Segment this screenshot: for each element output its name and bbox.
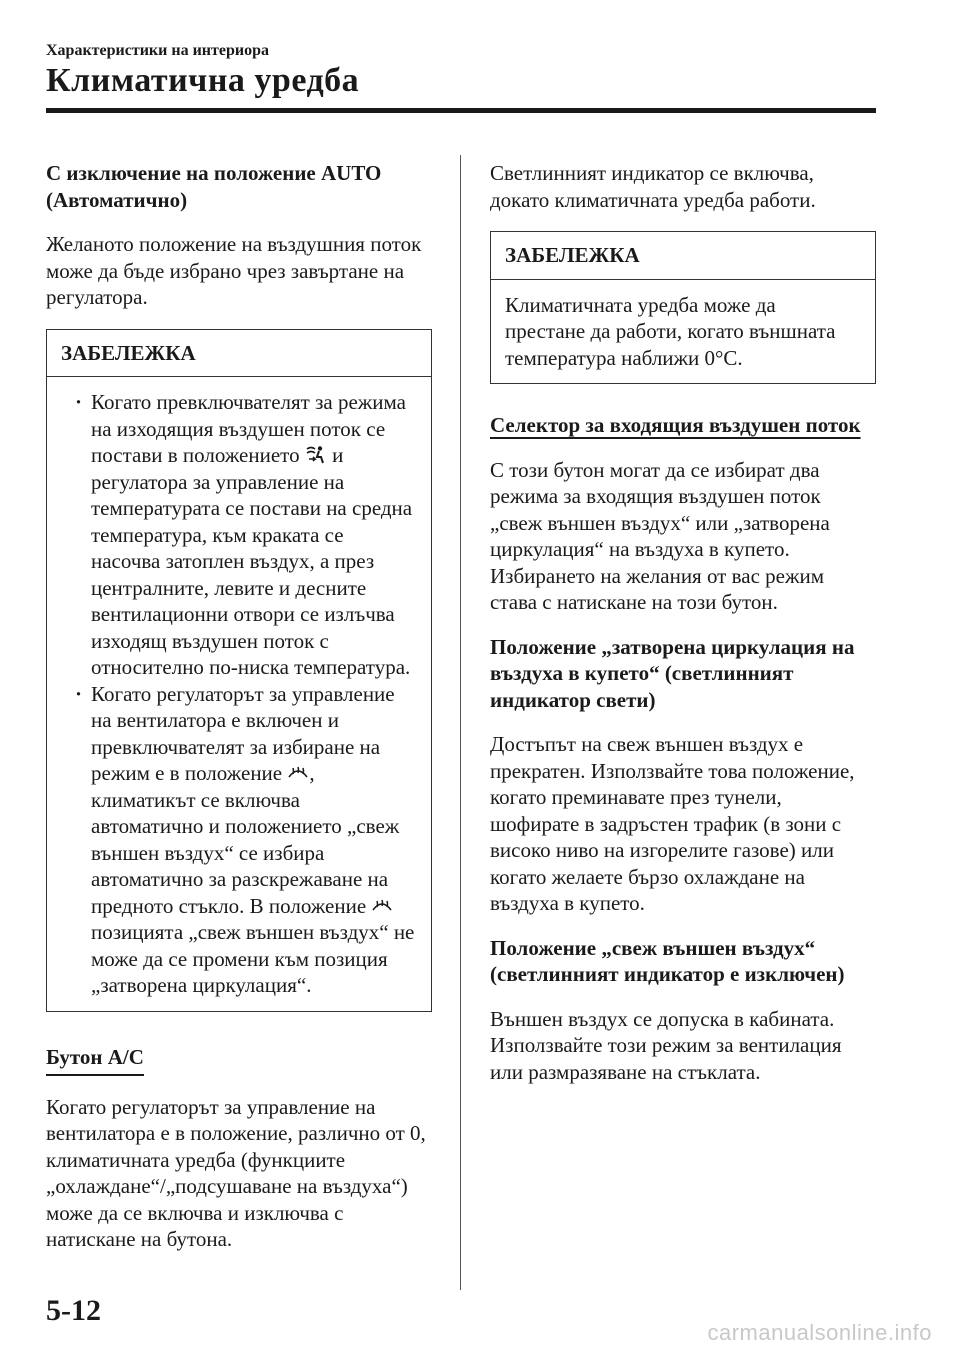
note-heading: ЗАБЕЛЕЖКА [47,330,431,378]
indicator-text: Светлинният индикатор се включва, докато климатичната уредба работи. [490,161,816,212]
note-box-right [490,231,876,384]
title-rule [46,108,876,113]
column-divider [460,155,461,1290]
watermark: carmanualsonline.info [707,1320,932,1345]
floor-and-defrost-mode-icon [305,445,327,465]
page-number: 5-12 [46,1294,101,1327]
note-bullet-2 [61,681,417,999]
note-bullet-1-text-b: и регулатора за управление на температурата се постави на средна температура, към краката се насочва затоплен въздух, а през централните, левите и десните вентилационни отвори се излъчва изходящ въздушен поток с относително по-ниска температура. [91,443,413,679]
note-body-right: Климатичната уредба може да престане да работи, когато външната температура наближи 0°C. [505,292,836,370]
section-header: Характеристики на интериора [46,42,269,59]
windshield-defrost-icon [287,763,309,783]
note-box-left [46,329,432,1012]
auto-heading: С изключение на положение AUTO (Автоматично) [46,161,382,212]
note-bullet-1 [61,389,417,681]
note-bullet-2-text-c: позицията „свеж външен въздух“ не може да се промени към позиция „затворена циркулация“. [91,920,415,997]
recirc-text: Достъпът на свеж външен въздух е прекратен. Използвайте това положение, когато преминавате през тунели, шофирате в задръстен трафик (в зони с високо ниво на изгорелите газове) или когато желаете бързо охлаждане на въздуха в купето. [490,732,855,915]
selector-heading: Селектор за входящия въздушен поток [490,413,861,437]
selector-text: С този бутон могат да се избират два режима за входящия въздушен поток „свеж външен въздух“ или „затворена циркулация“ на въздуха в купето. Избирането на желания от вас режим става с натискане на този бутон. [490,457,830,614]
left-column [46,160,432,1271]
note-bullet-2-text-b: , климатикът се включва автоматично и положението „свеж външен въздух“ се избира автоматично за разскрежаване на предното стъкло. В положение [91,761,400,918]
recirc-heading: Положение „затворена циркулация на въздуха в купето“ (светлинният индикатор свети) [490,634,855,712]
fresh-text: Външен въздух се допуска в кабината. Използвайте този режим за вентилация или размразяване на стъклата. [490,1006,842,1084]
windshield-defrost-icon [371,896,393,916]
ac-text: Когато регулаторът за управление на вентилатора е в положение, различно от 0, климатичната уредба (функциите „охлаждане“/„подсушаване на въздуха“) може да се включва и изключва с натискане на бутона. [46,1094,426,1251]
right-column [490,160,876,1103]
ac-heading: Бутон A/C [46,1044,144,1076]
page-title: Климатична уредба [46,62,360,99]
note-bullet-2-text-a: Когато регулаторът за управление на вентилатора е включен и превключвателят за избиране на режим е в положение [91,681,395,785]
auto-text: Желаното положение на въздушния поток може да бъде избрано чрез завъртане на регулатора. [46,232,422,309]
note-bullet-1-text-a: Когато превключвателят за режима на изходящия въздушен поток се постави в положението [91,390,406,467]
fresh-heading: Положение „свеж външен въздух“ (светлинният индикатор е изключен) [490,935,845,986]
note-heading-right: ЗАБЕЛЕЖКА [491,232,875,280]
note-body [47,377,431,1011]
